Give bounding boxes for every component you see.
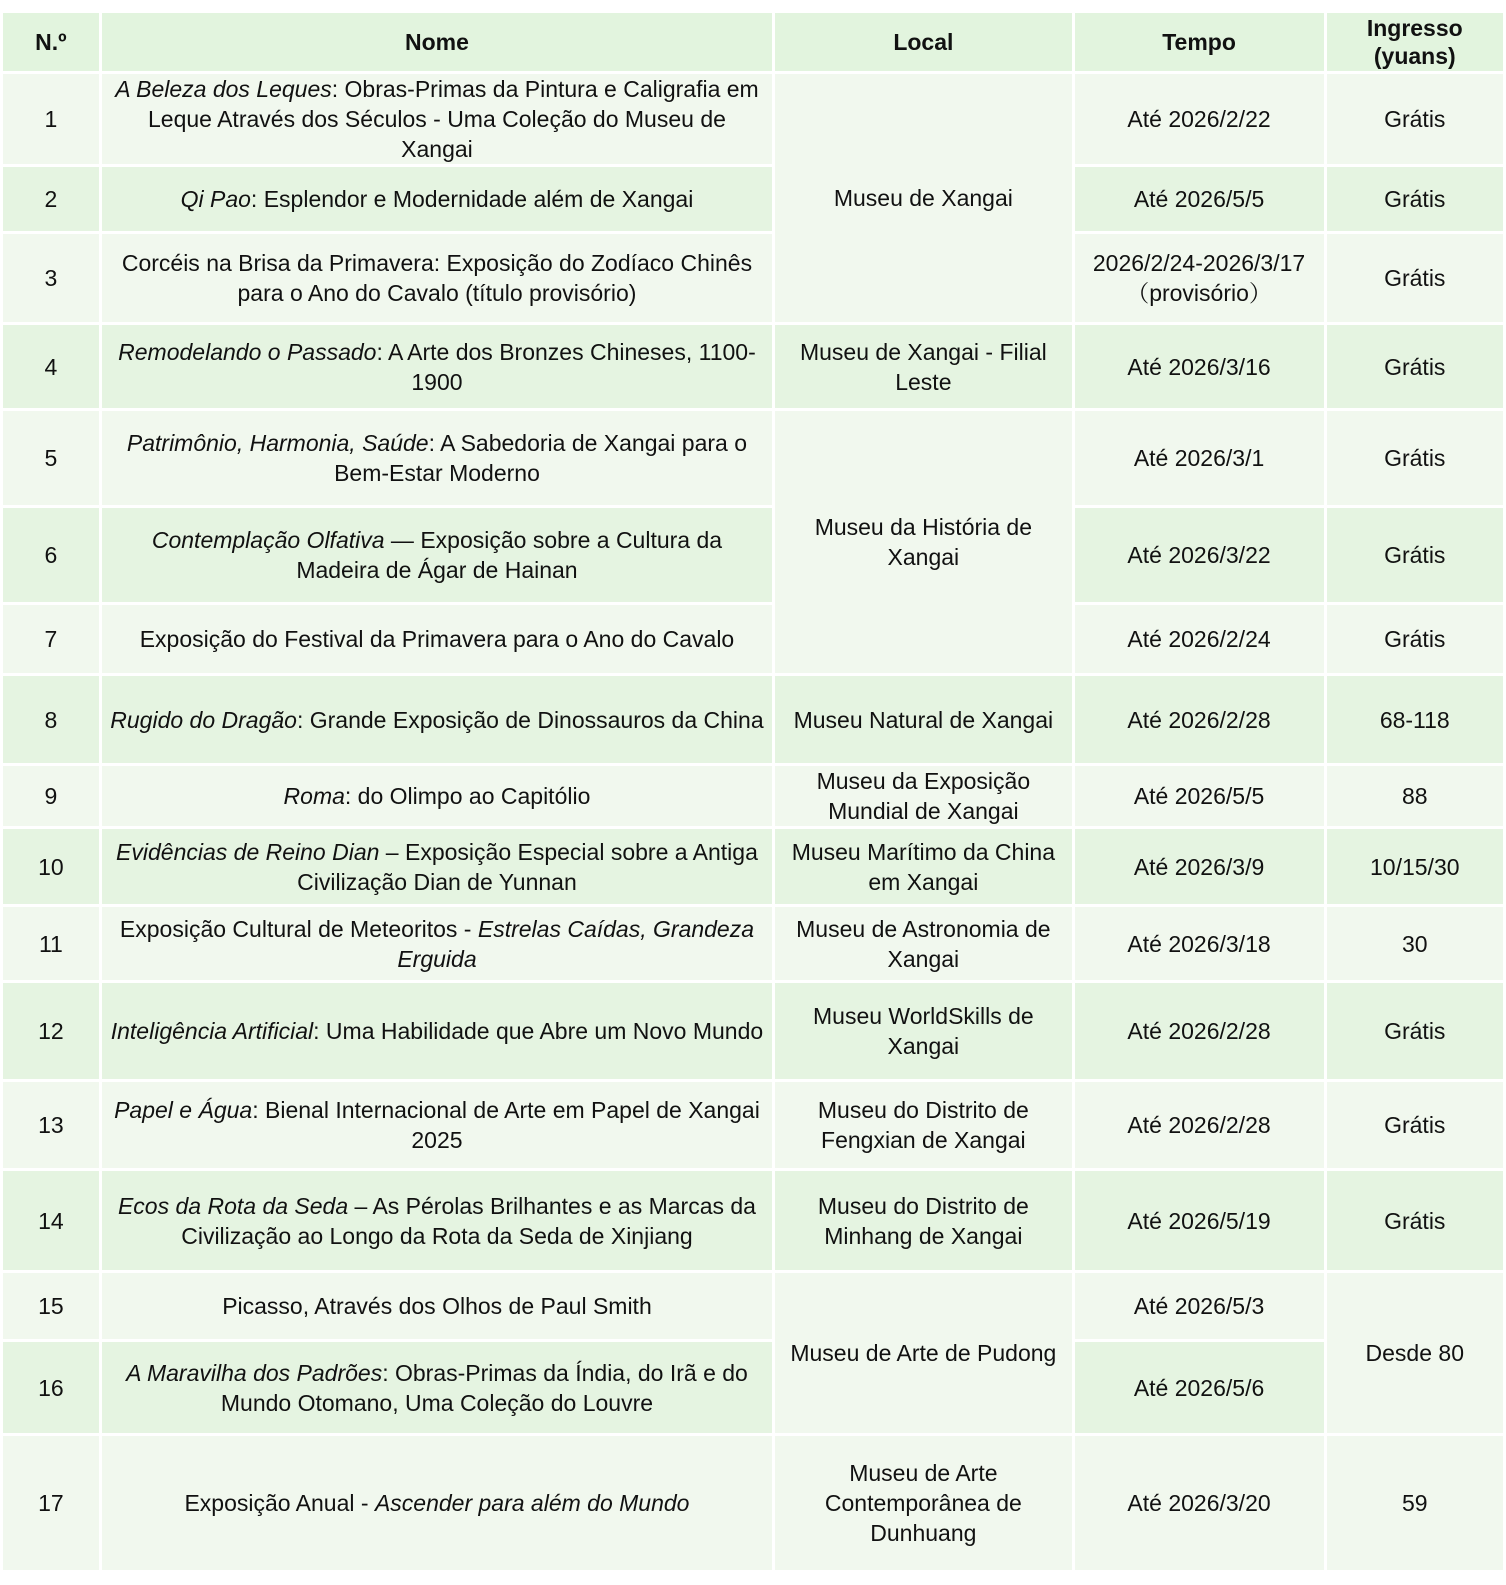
table-row: [3, 1342, 1503, 1433]
row-no: 12: [3, 983, 99, 1079]
row-time: Até 2026/5/19: [1075, 1171, 1324, 1270]
row-ticket: 59: [1327, 1436, 1503, 1570]
table-row: [3, 1082, 1503, 1168]
name-text: Exposição Cultural de Meteoritos -: [119, 915, 478, 942]
row-place: Museu de Xangai - Filial Leste: [775, 325, 1071, 408]
row-ticket: 88: [1327, 766, 1503, 826]
table-row: [3, 1436, 1503, 1570]
row-place: Museu da Exposição Mundial de Xangai: [775, 766, 1071, 826]
time-range: 2026/2/24-2026/3/17: [1092, 250, 1306, 276]
name-italic: Patrimônio, Harmonia, Saúde: [126, 430, 429, 456]
header-row: [3, 13, 1503, 71]
name-italic: Ascender para além do Mundo: [374, 1490, 690, 1516]
row-no: 2: [3, 167, 99, 231]
table-row: [3, 1273, 1503, 1339]
row-name: [102, 74, 772, 164]
row-place: Museu Natural de Xangai: [775, 676, 1071, 763]
name-text: : A Arte dos Bronzes Chineses, 1100-1900: [376, 338, 756, 395]
row-time: Até 2026/3/22: [1075, 508, 1324, 602]
row-no: 5: [3, 411, 99, 505]
row-no: 7: [3, 605, 99, 673]
name-italic: Evidências de Reino Dian: [116, 838, 380, 865]
name-text: : Bienal Internacional de Arte em Papel de Xangai 2025: [252, 1097, 760, 1153]
row-name: [102, 907, 772, 980]
row-name: [102, 1082, 772, 1168]
row-name: Corcéis na Brisa da Primavera: Exposição do Zodíaco Chinês para o Ano do Cavalo (título provisório): [102, 234, 772, 322]
time-note: （provisório）: [1126, 280, 1272, 306]
row-ticket: Grátis: [1327, 325, 1503, 408]
row-ticket: Grátis: [1327, 508, 1503, 602]
name-italic: Remodelando o Passado: [118, 338, 377, 365]
name-italic: Roma: [283, 783, 345, 809]
table-row: [3, 167, 1503, 231]
table-row: [3, 907, 1503, 980]
row-ticket: Grátis: [1327, 1082, 1503, 1168]
exhibitions-table: [0, 10, 1506, 1573]
row-ticket: Grátis: [1327, 234, 1503, 322]
row-no: 3: [3, 234, 99, 322]
name-text: : Uma Habilidade que Abre um Novo Mundo: [313, 1018, 764, 1044]
name-italic: Rugido do Dragão: [110, 706, 297, 733]
row-ticket: Grátis: [1327, 605, 1503, 673]
row-place: Museu Marítimo da China em Xangai: [775, 829, 1071, 904]
row-ticket: Grátis: [1327, 411, 1503, 505]
row-time: Até 2026/3/20: [1075, 1436, 1324, 1570]
name-text: – Exposição Especial sobre a Antiga Civilização Dian de Yunnan: [297, 838, 758, 895]
header-time: Tempo: [1075, 13, 1324, 71]
row-name: [102, 411, 772, 505]
row-ticket: Grátis: [1327, 74, 1503, 164]
row-name: Exposição do Festival da Primavera para o Ano do Cavalo: [102, 605, 772, 673]
row-name: [102, 766, 772, 826]
header-ticket: Ingresso (yuans): [1327, 13, 1503, 71]
row-no: 17: [3, 1436, 99, 1570]
row-ticket: Desde 80: [1327, 1273, 1503, 1433]
row-time: Até 2026/5/5: [1075, 766, 1324, 826]
row-no: 1: [3, 74, 99, 164]
name-text: – As Pérolas Brilhantes e as Marcas da Civilização ao Longo da Rota da Seda de Xinjiang: [181, 1192, 756, 1249]
row-no: 14: [3, 1171, 99, 1270]
row-name: [102, 325, 772, 408]
row-time: Até 2026/2/22: [1075, 74, 1324, 164]
row-ticket: Grátis: [1327, 167, 1503, 231]
row-no: 10: [3, 829, 99, 904]
table-row: [3, 766, 1503, 826]
name-italic: Papel e Água: [114, 1097, 253, 1123]
table-row: [3, 605, 1503, 673]
name-text: : do Olimpo ao Capitólio: [344, 783, 591, 809]
table-row: [3, 508, 1503, 602]
row-ticket: 10/15/30: [1327, 829, 1503, 904]
row-no: 11: [3, 907, 99, 980]
row-name: [102, 676, 772, 763]
name-text: : Obras-Primas da Pintura e Caligrafia em Leque Através dos Séculos - Uma Coleção do Museu de Xangai: [148, 76, 759, 162]
name-text: : Obras-Primas da Índia, do Irã e do Mundo Otomano, Uma Coleção do Louvre: [220, 1359, 748, 1416]
row-time: Até 2026/3/16: [1075, 325, 1324, 408]
row-name: [102, 1436, 772, 1570]
row-no: 8: [3, 676, 99, 763]
table-row: [3, 983, 1503, 1079]
header-no: N.º: [3, 13, 99, 71]
table-row: [3, 1171, 1503, 1270]
name-text: — Exposição sobre a Cultura da Madeira de Ágar de Hainan: [296, 527, 723, 583]
row-name: [102, 1171, 772, 1270]
table-row: [3, 325, 1503, 408]
name-italic: Contemplação Olfativa: [151, 527, 385, 553]
row-no: 13: [3, 1082, 99, 1168]
row-name: [102, 829, 772, 904]
name-italic: Qi Pao: [180, 186, 251, 212]
row-place: Museu de Astronomia de Xangai: [775, 907, 1071, 980]
row-place: Museu do Distrito de Minhang de Xangai: [775, 1171, 1071, 1270]
name-italic: A Maravilha dos Padrões: [126, 1359, 383, 1386]
table-row: [3, 234, 1503, 322]
row-time: Até 2026/2/28: [1075, 676, 1324, 763]
row-place: Museu de Xangai: [775, 74, 1071, 322]
row-ticket: 68-118: [1327, 676, 1503, 763]
row-ticket: Grátis: [1327, 983, 1503, 1079]
table-row: [3, 411, 1503, 505]
row-time: Até 2026/3/1: [1075, 411, 1324, 505]
row-no: 4: [3, 325, 99, 408]
name-italic: Ecos da Rota da Seda: [117, 1192, 349, 1219]
row-no: 9: [3, 766, 99, 826]
row-time: Até 2026/2/28: [1075, 983, 1324, 1079]
row-name: [102, 1342, 772, 1433]
header-name: Nome: [102, 13, 772, 71]
row-time: Até 2026/5/5: [1075, 167, 1324, 231]
row-place: Museu de Arte Contemporânea de Dunhuang: [775, 1436, 1071, 1570]
row-name: [102, 983, 772, 1079]
row-time: Até 2026/3/9: [1075, 829, 1324, 904]
row-place: Museu da História de Xangai: [775, 411, 1071, 673]
row-no: 15: [3, 1273, 99, 1339]
table-row: [3, 74, 1503, 164]
row-place: Museu WorldSkills de Xangai: [775, 983, 1071, 1079]
name-italic: A Beleza dos Leques: [115, 76, 332, 102]
row-time: Até 2026/2/24: [1075, 605, 1324, 673]
row-time: Até 2026/5/3: [1075, 1273, 1324, 1339]
row-no: 16: [3, 1342, 99, 1433]
row-name: [102, 508, 772, 602]
header-place: Local: [775, 13, 1071, 71]
row-name: [102, 167, 772, 231]
row-time: Até 2026/3/18: [1075, 907, 1324, 980]
name-text: : Esplendor e Modernidade além de Xangai: [250, 186, 694, 212]
row-ticket: 30: [1327, 907, 1503, 980]
table-row: [3, 676, 1503, 763]
name-text: : Grande Exposição de Dinossauros da China: [296, 706, 764, 733]
name-text: : A Sabedoria de Xangai para o Bem-Estar Moderno: [334, 430, 748, 486]
row-place: Museu do Distrito de Fengxian de Xangai: [775, 1082, 1071, 1168]
name-text: Exposição Anual -: [184, 1490, 375, 1516]
table-row: [3, 829, 1503, 904]
row-place: Museu de Arte de Pudong: [775, 1273, 1071, 1433]
row-time: Até 2026/5/6: [1075, 1342, 1324, 1433]
row-name: Picasso, Através dos Olhos de Paul Smith: [102, 1273, 772, 1339]
row-ticket: Grátis: [1327, 1171, 1503, 1270]
row-no: 6: [3, 508, 99, 602]
name-italic: Inteligência Artificial: [110, 1018, 314, 1044]
name-italic: Estrelas Caídas, Grandeza Erguida: [397, 915, 754, 972]
row-time: [1075, 234, 1324, 322]
row-time: Até 2026/2/28: [1075, 1082, 1324, 1168]
